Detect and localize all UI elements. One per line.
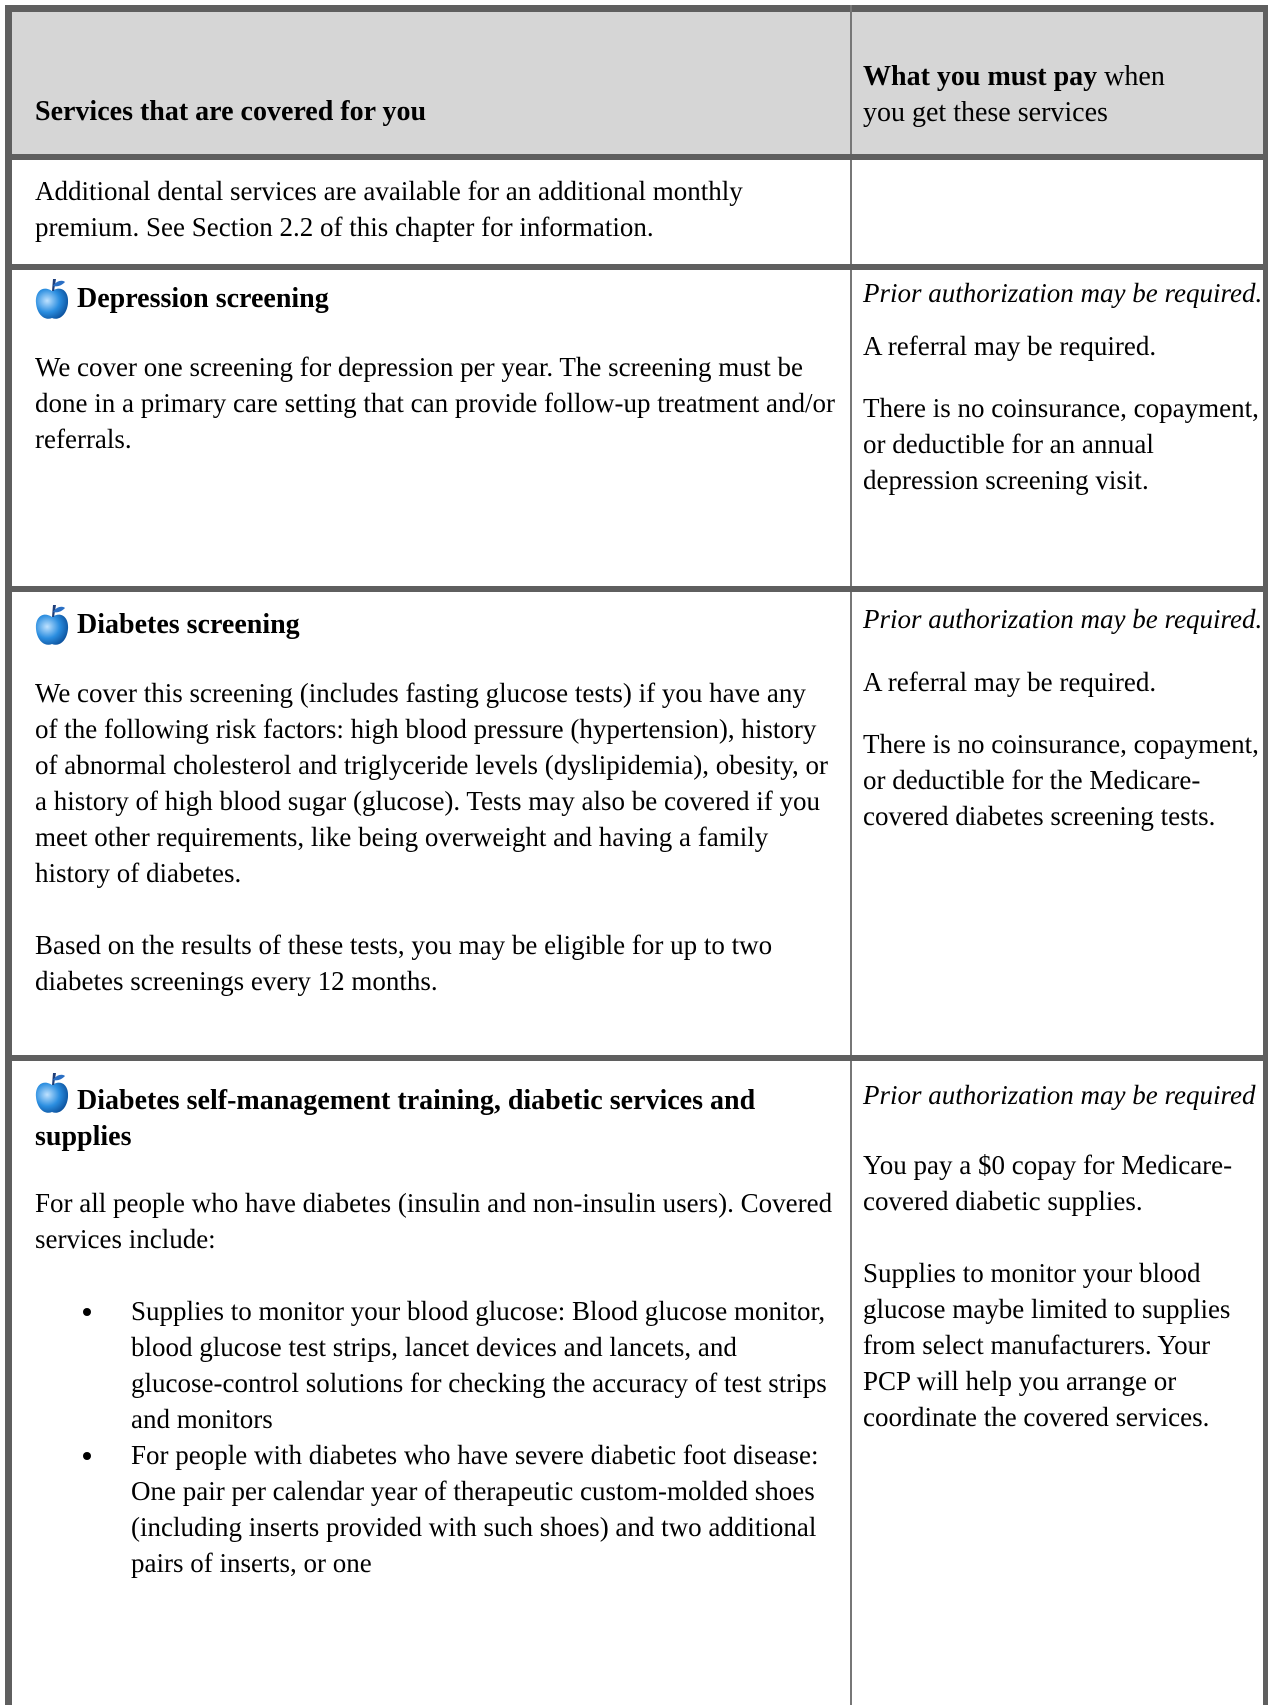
supplies-note: Supplies to monitor your blood glucose maybe limited to supplies from select manufacturers. Your PCP will help you arrange or coordinate the covered services. (863, 1258, 1231, 1432)
column-divider (850, 5, 852, 1705)
prior-auth-note: Prior authorization may be required. (863, 278, 1263, 308)
table-border-top (5, 5, 1268, 12)
bullet-icon (83, 1452, 91, 1460)
diabetes-screening-title (35, 603, 835, 647)
apple-icon (35, 1071, 69, 1115)
header-pay-rest-2: you get these services (863, 97, 1108, 128)
apple-icon (35, 277, 69, 321)
prior-auth-note: Prior authorization may be required (863, 1080, 1256, 1110)
diabetes-screening-cell (35, 603, 835, 999)
table-border-right (1263, 5, 1268, 1705)
depression-screening-title (35, 277, 835, 321)
list-item-text: For people with diabetes who have severe diabetic foot disease: One pair per calendar year of therapeutic custom-molded shoes (including inserts provided with such shoes) and two additional pairs of inserts, or one (131, 1440, 819, 1578)
diabetes-training-body: For all people who have diabetes (insulin and non-insulin users). Covered services include: (35, 1188, 833, 1254)
depression-screening-cell (35, 277, 835, 457)
diabetes-screening-body: We cover this screening (includes fasting glucose tests) if you have any of the following risk factors: high blood pressure (hypertension), history of abnormal cholesterol and triglyceride levels (dyslipidemia), obesity, or a history of high blood sugar (glucose). Tests may also be covered if you meet other requirements, like being overweight and having a family history of diabetes. (35, 678, 829, 888)
covered-services-list (35, 1293, 835, 1581)
prior-auth-note: Prior authorization may be required. (863, 604, 1263, 634)
row-divider (5, 1055, 1268, 1061)
referral-note: A referral may be required. (863, 667, 1157, 697)
list-item (35, 1293, 835, 1437)
diabetes-screening-body-2: Based on the results of these tests, you may be eligible for up to two diabetes screenings every 12 months. (35, 930, 773, 996)
table-border-left (5, 5, 12, 1705)
apple-icon (35, 603, 69, 647)
cost-note: There is no coinsurance, copayment, or deductible for an annual depression screening visit. (863, 393, 1259, 495)
header-pay-bold: What you must pay (863, 61, 1098, 92)
diabetes-training-title (35, 1071, 835, 1155)
bullet-icon (83, 1308, 91, 1316)
depression-screening-title-text: Depression screening (77, 283, 329, 314)
cost-note: There is no coinsurance, copayment, or deductible for the Medicare-covered diabetes screening tests. (863, 729, 1259, 831)
diabetes-screening-title-text: Diabetes screening (77, 609, 300, 640)
list-item (35, 1437, 835, 1581)
header-pay-rest-1: when (1097, 61, 1165, 92)
row-divider (5, 154, 1268, 160)
benefits-table (5, 5, 1268, 1705)
row-divider (5, 586, 1268, 592)
depression-screening-body: We cover one screening for depression per year. The screening must be done in a primary care setting that can provide follow-up treatment and/or referrals. (35, 352, 835, 454)
row-divider (5, 264, 1268, 270)
list-item-text: Supplies to monitor your blood glucose: Blood glucose monitor, blood glucose test strips, lancet devices and lancets, and glucose-control solutions for checking the accuracy of test strips and monitors (131, 1296, 827, 1434)
dental-note: Additional dental services are available for an additional monthly premium. See Section 2.2 of this chapter for information. (35, 176, 743, 242)
diabetes-training-pay (863, 1077, 1263, 1435)
header-services-label: Services that are covered for you (35, 96, 427, 127)
diabetes-screening-pay (863, 601, 1263, 834)
header-pay-label (863, 59, 1263, 131)
diabetes-training-cell (35, 1071, 835, 1581)
referral-note: A referral may be required. (863, 331, 1157, 361)
diabetes-training-title-wrap (35, 1071, 835, 1155)
diabetes-training-title-text: Diabetes self-management training, diabetic services and supplies (35, 1085, 756, 1152)
depression-screening-pay (863, 275, 1263, 498)
copay-note: You pay a $0 copay for Medicare-covered diabetic supplies. (863, 1150, 1233, 1216)
